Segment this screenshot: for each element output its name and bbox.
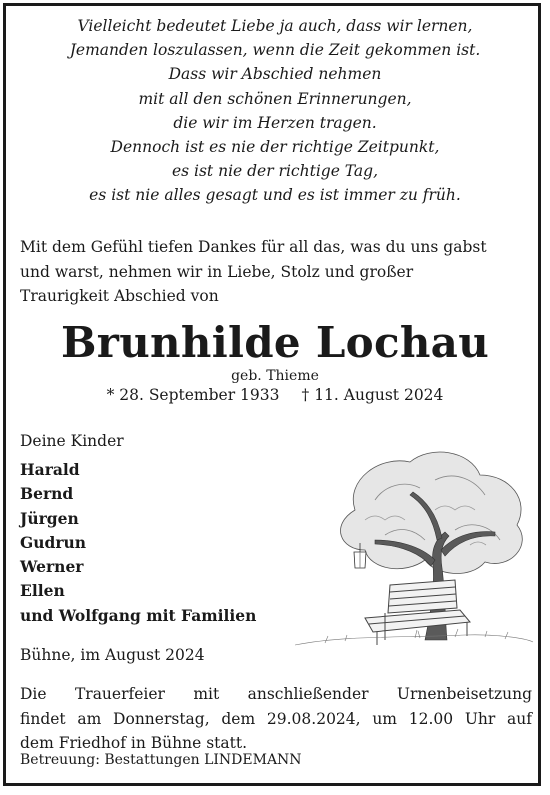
poem-line: Dennoch ist es nie der richtige Zeitpunkt,	[110, 138, 440, 157]
place-date: Bühne, im August 2024	[20, 646, 205, 664]
intro-line: Traurigkeit Abschied von	[20, 287, 219, 305]
life-dates	[0, 386, 550, 404]
death-date: † 11. August 2024	[301, 386, 444, 404]
funeral-line: Die Trauerfeier mit anschließender Urnenbeisetzung	[20, 685, 532, 703]
mourner-name: und Wolfgang mit Familien	[20, 605, 257, 625]
poem-line: Dass wir Abschied nehmen	[168, 65, 382, 84]
poem-line: es ist nie der richtige Tag,	[171, 162, 379, 181]
mourner-name: Ellen	[20, 581, 65, 601]
poem-line: Jemanden loszulassen, wenn die Zeit gekommen ist.	[69, 41, 481, 60]
mourner-name: Jürgen	[20, 508, 79, 528]
mourners-list	[20, 458, 256, 628]
deceased-name: Brunhilde Lochau	[60, 318, 490, 367]
funeral-info	[20, 682, 532, 756]
poem-line: Vielleicht bedeutet Liebe ja auch, dass wir lernen,	[77, 17, 473, 35]
mourner-name: Gudrun	[20, 532, 87, 552]
funeral-home: Betreuung: Bestattungen LINDEMANN	[20, 752, 302, 768]
funeral-line: findet am Donnerstag, dem 29.08.2024, um 12.00 Uhr auf	[20, 709, 532, 728]
mourner-name: Werner	[20, 557, 84, 577]
poem-line: mit all den schönen Erinnerungen,	[138, 89, 412, 108]
birth-date: * 28. September 1933	[106, 386, 280, 404]
tree-bench-illustration	[285, 440, 535, 650]
poem-line: es ist nie alles gesagt und es ist immer zu früh.	[89, 186, 461, 205]
poem	[10, 14, 540, 208]
mourners-label: Deine Kinder	[20, 432, 124, 450]
funeral-line: dem Friedhof in Bühne statt.	[20, 734, 248, 752]
poem-line: die wir im Herzen tragen.	[173, 113, 377, 132]
mourner-name: Harald	[20, 460, 80, 479]
birth-name: geb. Thieme	[231, 368, 319, 384]
mourner-name: Bernd	[20, 484, 74, 504]
intro-line: und warst, nehmen wir in Liebe, Stolz und großer	[20, 262, 414, 281]
intro-line: Mit dem Gefühl tiefen Dankes für all das, was du uns gabst	[20, 238, 487, 256]
intro-text	[20, 235, 535, 309]
